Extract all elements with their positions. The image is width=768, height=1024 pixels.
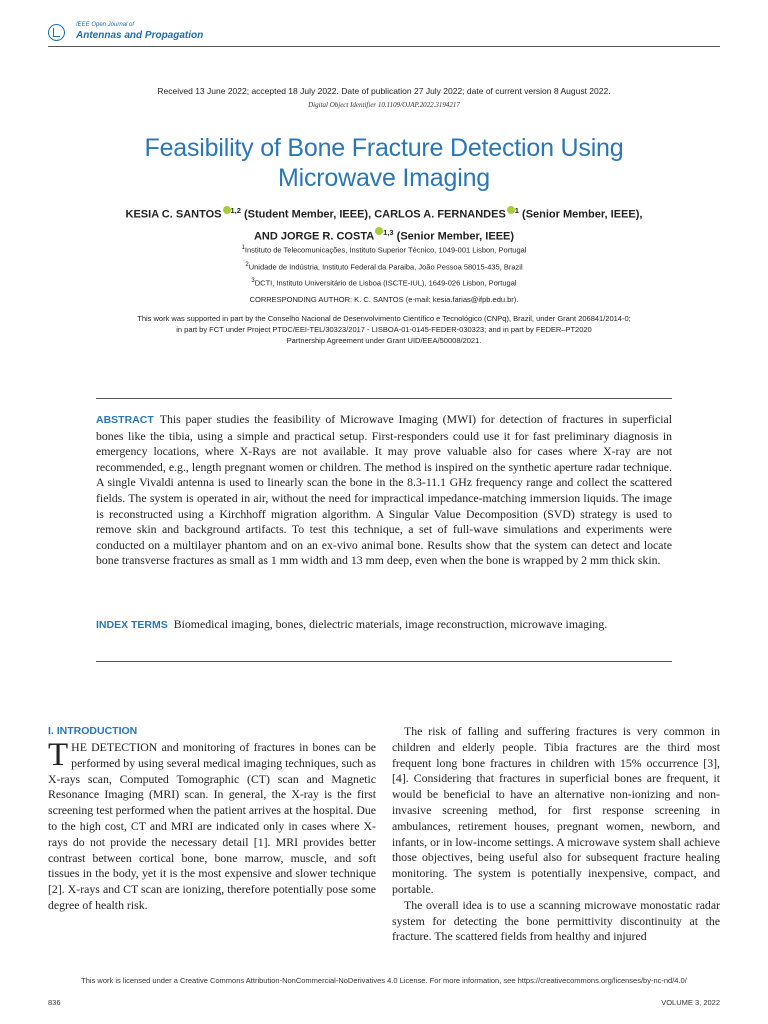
doi[interactable]: Digital Object Identifier 10.1109/OJAP.2022.3194217 (308, 101, 460, 109)
funding-statement (60, 313, 708, 346)
author-name: KESIA C. SANTOS (125, 208, 222, 221)
dropcap: T (48, 737, 69, 773)
orcid-icon[interactable] (223, 206, 231, 214)
funding-line: This work was supported in part by the Conselho Nacional de Desenvolvimento Científico e Tecnológico (CNPq), Brazil, under Grant 206841/2014-0; (137, 314, 631, 323)
affiliation (0, 278, 768, 288)
affiliation-text: DCTI, Instituto Universitário de Lisboa (ISCTE-IUL), 1649-026 Lisbon, Portugal (254, 278, 517, 288)
section-heading: I. INTRODUCTION (48, 725, 138, 737)
left-column (48, 737, 376, 914)
orcid-icon[interactable] (507, 206, 515, 214)
license-notice: This work is licensed under a Creative Commons Attribution-NonCommercial-NoDerivatives 4.0 License. For more information, see https://creativecommons.org/licenses/by-nc-nd/4.0/ (81, 976, 687, 985)
author-affiliation-ref: 1,2 (230, 206, 241, 215)
journal-series: IEEE Open Journal of (76, 22, 135, 28)
author-role: (Senior Member, IEEE) (393, 230, 515, 243)
author-affiliation-ref: 1 (514, 206, 519, 215)
index-terms (96, 617, 672, 634)
page-number: 836 (48, 998, 61, 1007)
paragraph: HE DETECTION and monitoring of fractures in bones can be performed by using several medical imaging techniques, such as X-rays scan, Computed Tomographic (CT) scan and Magnetic Resonance Imaging (MRI) scan. In general, the X-ray is the first screening test performed when the patient arrives at the hospital. Due to the high cost, CT and MRI are indicated only in cases where X-rays do not provide the necessary detail [1]. MRI provides better contrast between cortical bone, bone marrow, muscle, and soft tissues in the body, yet it is the most expensive and slower technique [2]. X-rays and CT scan are ionizing, therefore potentially pose some degree of health risk. (48, 740, 376, 912)
abstract-top-rule (96, 398, 672, 399)
affiliation-text: Unidade de Indústria, Instituto Federal da Paraiba, João Pessoa 58015-435, Brazil (248, 262, 523, 272)
index-terms-label: INDEX TERMS (96, 619, 168, 631)
author-name: CARLOS A. FERNANDES (374, 208, 506, 221)
affiliation-number: 2 (245, 262, 249, 268)
volume-info: VOLUME 3, 2022 (661, 998, 720, 1007)
header-divider (48, 46, 720, 47)
right-column (392, 724, 720, 945)
abstract-text: This paper studies the feasibility of Microwave Imaging (MWI) for detection of fractures in superficial bones like the tibia, using a simple and practical setup. First-responders could use it for fast preliminary diagnosis in emergency locations, where X-Rays are not available. It may prove valuable also for cases where X-ray are not recommended, e.g., length pregnant women or children. The method is inspired on the synthetic aperture radar technique. A single Vivaldi antenna is used to linearly scan the bone in the 8.3-11.1 GHz frequency range and collect the scattered fields. The system is operated in air, without the need for impractical impedance-matching immersion liquids. The image is reconstructed using a Kirchhoff migration algorithm. A Singular Value Decomposition (SVD) strategy is used to remove skin and background artifacts. To test this technique, a set of full-wave simulations and experiments were conducted on a multilayer phantom and on an ex-vivo animal bone. Results show that the system can detect and locate bone transverse fractures as small as 1 mm width and 13 mm deep, even when the bone is wrapped by 2 mm thick skin. (96, 412, 672, 568)
index-terms-text: Biomedical imaging, bones, dielectric materials, image reconstruction, microwave imaging. (173, 617, 608, 631)
funding-line: in part by FCT under Project PTDC/EEI-TEL/30323/2017 - LISBOA-01-0145-FEDER-030323; and in part by FEDER–PT2020 (176, 325, 592, 334)
abstract (96, 412, 672, 569)
title-line-1: Feasibility of Bone Fracture Detection Using (144, 134, 624, 162)
funding-line: Partnership Agreement under Grant UID/EEA/50008/2021. (286, 336, 482, 345)
author-name: AND JORGE R. COSTA (253, 230, 375, 243)
journal-name: Antennas and Propagation (76, 30, 204, 41)
paper-title (60, 133, 708, 193)
affiliation-text: Instituto de Telecomunicações, Instituto Superior Técnico, 1049-001 Lisbon, Portugal (244, 245, 527, 255)
author-role: (Senior Member, IEEE), (518, 208, 643, 221)
affiliation (0, 245, 768, 255)
abstract-label: ABSTRACT (96, 414, 154, 426)
paragraph: The overall idea is to use a scanning microwave monostatic radar system for detecting the bone permittivity discontinuity at the fracture. The scattered fields from healthy and injured (392, 897, 720, 944)
author-affiliation-ref: 1,3 (383, 227, 394, 237)
author-list (40, 202, 728, 245)
publication-dates: Received 13 June 2022; accepted 18 July 2022. Date of publication 27 July 2022; date of current version 8 August 2022. (157, 86, 611, 96)
affiliation-number: 1 (241, 245, 245, 251)
affiliation (0, 262, 768, 272)
author-line-2 (40, 224, 728, 246)
affiliation-number: 3 (251, 278, 255, 284)
author-line-1 (40, 202, 728, 224)
author-role: (Student Member, IEEE), (240, 208, 375, 221)
journal-logo-icon (48, 24, 65, 41)
paragraph: The risk of falling and suffering fractures is very common in children and elderly people. Tibia fractures are the third most frequent long bone fractures in children with 15% occurrence [3], [4]. Considering that fractures in superficial bones are frequent, it would be beneficial to have an alternative non-ionizing and non-invasive screening method, for first response screening in ambulances, retirement houses, pregnant women, newborn, and infants, or in low-income settings. A microwave system shall achieve those objectives, being useful also for subsequent fracture healing monitoring. The system is potentially inexpensive, compact, and portable. (392, 724, 720, 896)
orcid-icon[interactable] (375, 227, 383, 235)
abstract-bottom-rule (96, 661, 672, 662)
title-line-2: Microwave Imaging (278, 164, 490, 192)
corresponding-author: CORRESPONDING AUTHOR: K. C. SANTOS (e-mail: kesia.farias@ifpb.edu.br). (249, 295, 519, 304)
